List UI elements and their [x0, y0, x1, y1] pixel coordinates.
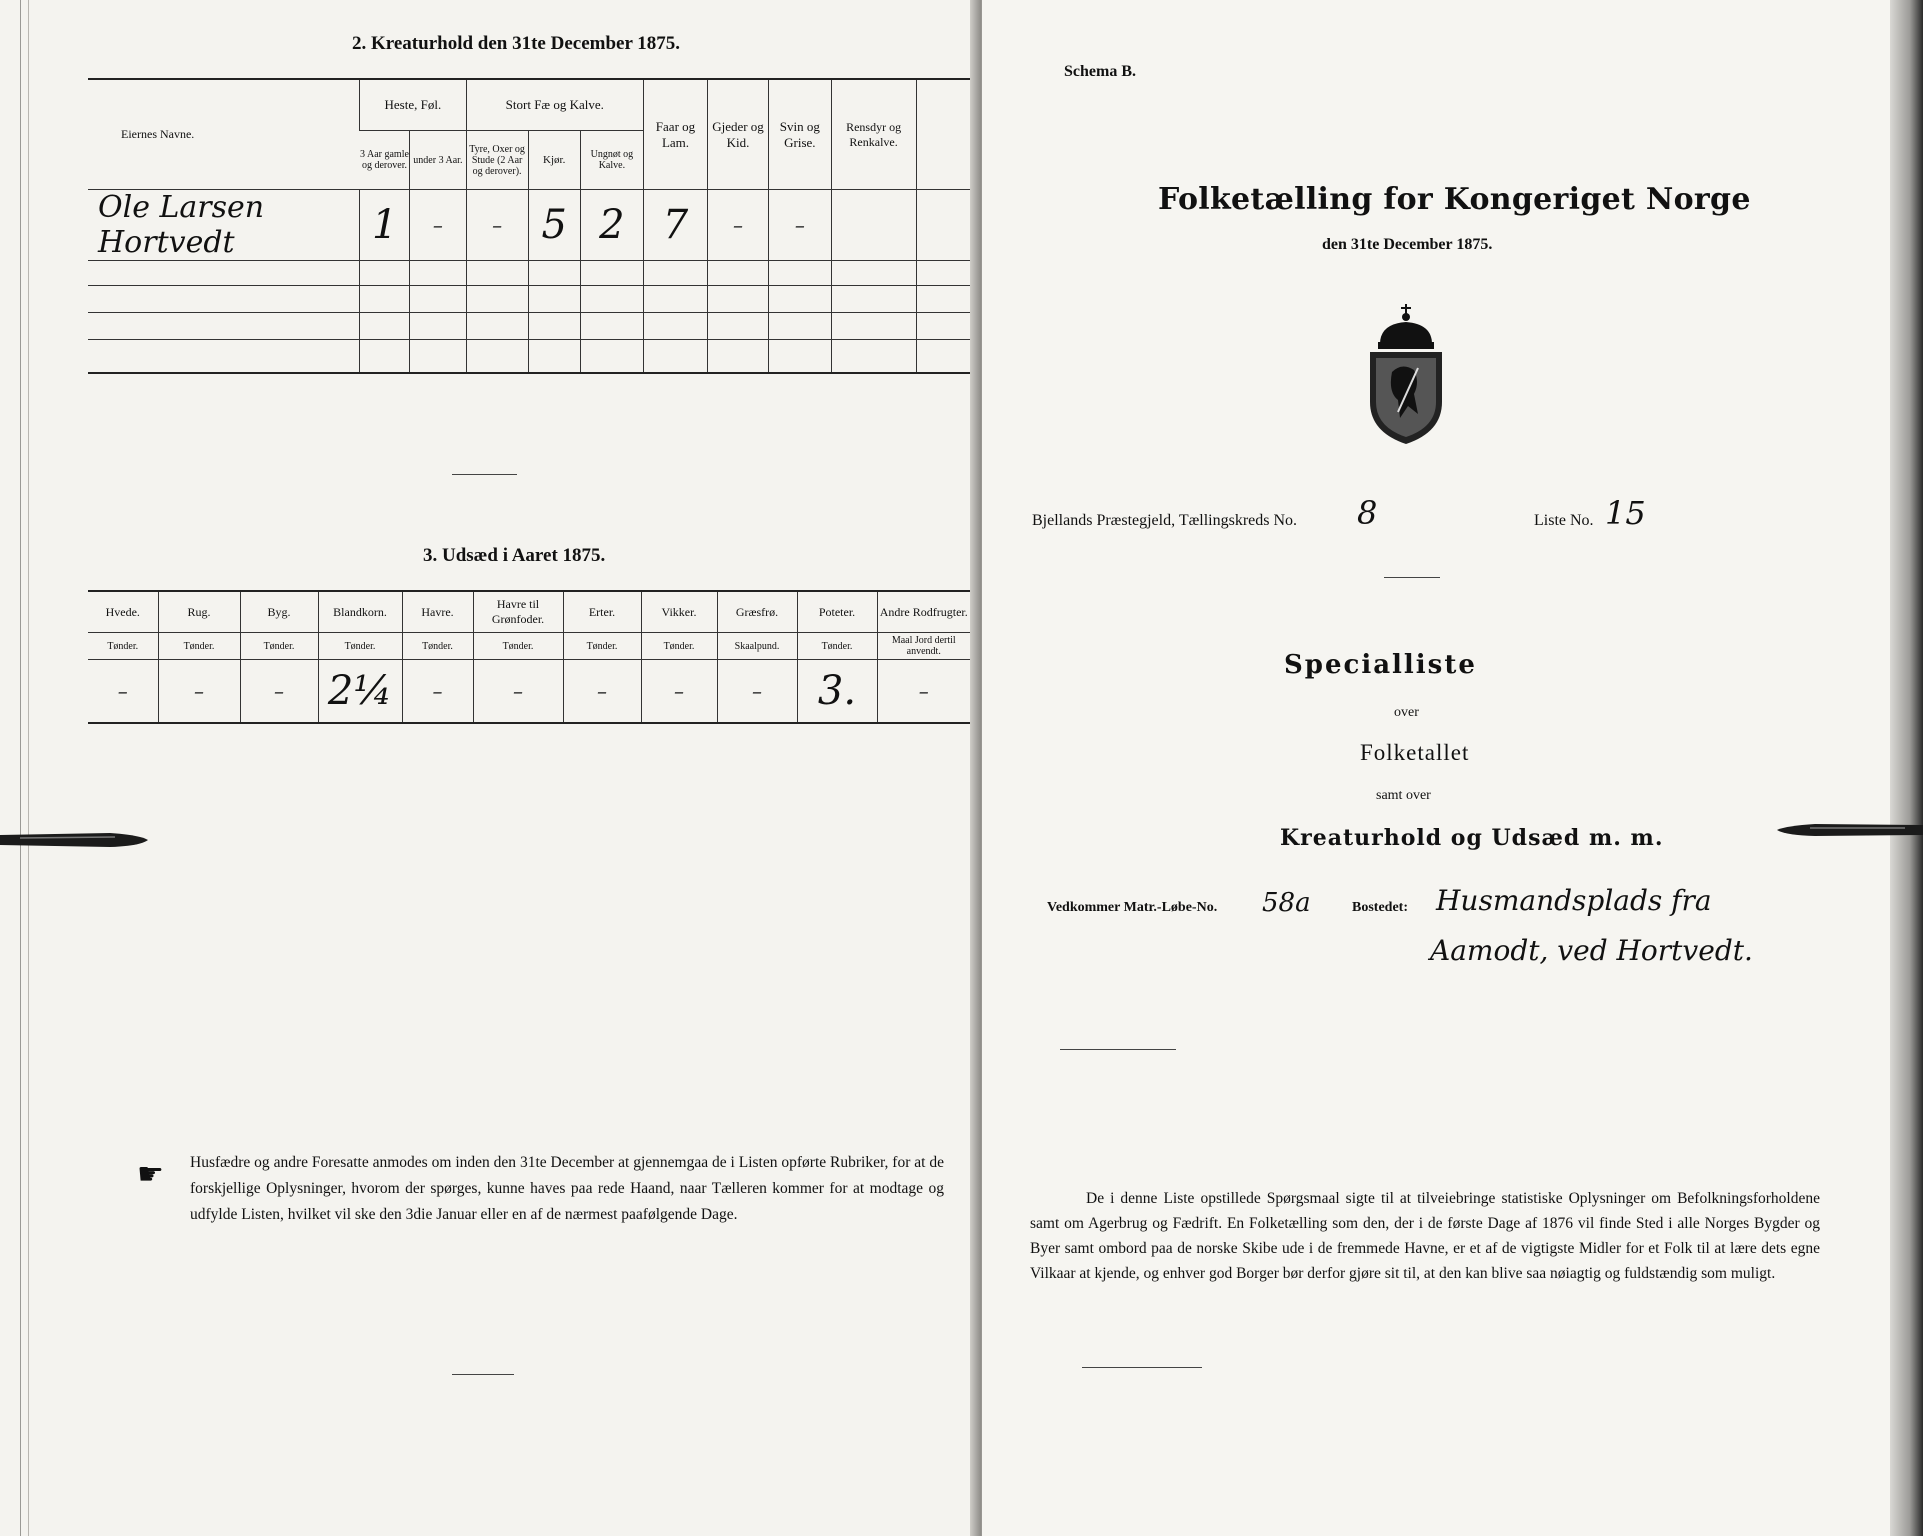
sowing-cell: 3. [797, 660, 877, 724]
col-goats-head: Gjeder og Kid. [707, 79, 768, 190]
separator [452, 474, 517, 475]
cell-reindeer [831, 190, 916, 261]
col-cows-head: Kjør. [528, 131, 580, 190]
over-label: over [1394, 705, 1419, 720]
sowing-col-head: Havre. [402, 591, 473, 633]
page-stack-edge [1890, 0, 1923, 1536]
bosted-line-1: Husmandsplads fra [1436, 884, 1712, 917]
matr-number: 58a [1262, 888, 1311, 918]
sowing-col-unit: Tønder. [402, 633, 473, 660]
sowing-cell: – [158, 660, 240, 724]
group-horses-head: Heste, Føl. [360, 79, 466, 131]
sowing-col-unit: Tønder. [473, 633, 563, 660]
binder-clip-icon [1775, 816, 1923, 844]
sowing-cell: – [877, 660, 970, 724]
sowing-cell: – [563, 660, 641, 724]
sowing-col-head: Vikker. [641, 591, 717, 633]
sowing-col-head: Erter. [563, 591, 641, 633]
livestock-table [88, 78, 970, 374]
bosted-line-2: Aamodt, ved Hortvedt. [1430, 934, 1753, 967]
sowing-col-unit: Tønder. [158, 633, 240, 660]
col-horses-young-head: under 3 Aar. [410, 131, 466, 190]
col-horses-old-head: 3 Aar gamle og derover. [360, 131, 410, 190]
sowing-col-unit: Skaalpund. [717, 633, 797, 660]
sowing-col-head: Byg. [240, 591, 318, 633]
sowing-cell: – [88, 660, 158, 724]
sowing-col-head: Blandkorn. [318, 591, 402, 633]
col-pigs-head: Svin og Grise. [769, 79, 832, 190]
sowing-col-unit: Tønder. [88, 633, 158, 660]
col-reindeer-head: Rensdyr og Renkalve. [831, 79, 916, 190]
sowing-col-unit: Tønder. [563, 633, 641, 660]
sowing-col-head: Græsfrø. [717, 591, 797, 633]
livestock-sowing-title: Kreaturhold og Udsæd m. m. [1280, 825, 1664, 851]
sowing-col-head: Poteter. [797, 591, 877, 633]
separator [452, 1374, 514, 1375]
list-label: Liste No. [1534, 512, 1594, 529]
folketallet-label: Folketallet [1360, 740, 1470, 765]
schema-label: Schema B. [1064, 63, 1136, 80]
cell-goats: – [707, 190, 768, 261]
empty-col [916, 79, 970, 190]
col-bulls-head: Tyre, Oxer og Stude (2 Aar og derover). [466, 131, 528, 190]
sowing-col-unit: Tønder. [641, 633, 717, 660]
cell-pigs: – [769, 190, 832, 261]
cell-sheep: 7 [644, 190, 708, 261]
group-cattle-head: Stort Fæ og Kalve. [466, 79, 644, 131]
owner-name: Ole Larsen Hortvedt [88, 190, 360, 261]
cell-horses-old: 1 [360, 190, 410, 261]
pointing-hand-icon: ☛ [137, 1158, 164, 1191]
page-edge-line [28, 0, 29, 1536]
district-number: 8 [1357, 494, 1378, 532]
coat-of-arms-icon [1358, 302, 1454, 448]
special-list-title: Specialliste [1284, 650, 1477, 680]
sowing-table [88, 590, 970, 724]
sowing-col-unit: Maal Jord dertil anvendt. [877, 633, 970, 660]
sowing-col-head: Havre til Grønfoder. [473, 591, 563, 633]
sowing-col-unit: Tønder. [240, 633, 318, 660]
parish-label: Bjellands Præstegjeld, Tællingskreds No. [1032, 512, 1298, 529]
sowing-col-head: Hvede. [88, 591, 158, 633]
matr-label: Vedkommer Matr.-Løbe-No. [1047, 900, 1218, 915]
section2-title: 2. Kreaturhold den 31te December 1875. [352, 33, 681, 54]
sowing-cell: – [641, 660, 717, 724]
section3-title: 3. Udsæd i Aaret 1875. [423, 545, 606, 566]
explanation-text: De i denne Liste opstillede Spørgsmaal sigte til at tilveiebringe statistiske Oplysninger om Befolkningsforholdene samt om Agerbrug og Fædrift. En Folketælling som den, der i de første Dage af 1876 vil finde Sted i alle Norges Bygder og Byer samt ombord paa de norske Skibe ude i de fremmede Havne, er et af de vigtigste Midler for et Folk til at lære dets egne Vilkaar at kjende, og enhver god Borger bør derfor gjøre sit til, at den kan blive saa nøiagtig og fuldstændig som muligt. [1030, 1190, 1820, 1282]
col-sheep-head: Faar og Lam. [644, 79, 708, 190]
sowing-cell: – [402, 660, 473, 724]
col-owner-head: Eiernes Navne. [88, 79, 360, 190]
page-edge-line [20, 0, 21, 1536]
notice-text: Husfædre og andre Foresatte anmodes om inden den 31te December at gjennemgaa de i Listen opførte Rubriker, for at de forskjellige Oplysninger, hvorom der spørges, kunne haves paa rede Haand, naar Tælleren kommer for at modtage og udfylde Listen, hvilket vil ske den 3die Januar eller en af de nærmest paafølgende Dage. [190, 1154, 944, 1223]
empty-cell [916, 190, 970, 261]
separator [1060, 1049, 1176, 1050]
right-page [982, 0, 1890, 1536]
cell-horses-young: – [410, 190, 466, 261]
sowing-col-head: Andre Rodfrugter. [877, 591, 970, 633]
list-number: 15 [1605, 494, 1646, 532]
document-date: den 31te December 1875. [1322, 236, 1493, 253]
sowing-cell: 2¼ [318, 660, 402, 724]
bosted-label: Bostedet: [1352, 900, 1408, 915]
sowing-cell: – [240, 660, 318, 724]
cell-cows: 5 [528, 190, 580, 261]
sowing-col-head: Rug. [158, 591, 240, 633]
cell-young-cattle: 2 [580, 190, 643, 261]
col-young-cattle-head: Ungnøt og Kalve. [580, 131, 643, 190]
samt-over-label: samt over [1376, 788, 1431, 803]
cell-bulls: – [466, 190, 528, 261]
sowing-col-unit: Tønder. [797, 633, 877, 660]
separator [1384, 577, 1440, 578]
sowing-col-unit: Tønder. [318, 633, 402, 660]
sowing-cell: – [717, 660, 797, 724]
document-title: Folketælling for Kongeriget Norge [1158, 182, 1751, 217]
binder-clip-icon [0, 825, 150, 855]
separator [1082, 1367, 1202, 1368]
sowing-cell: – [473, 660, 563, 724]
